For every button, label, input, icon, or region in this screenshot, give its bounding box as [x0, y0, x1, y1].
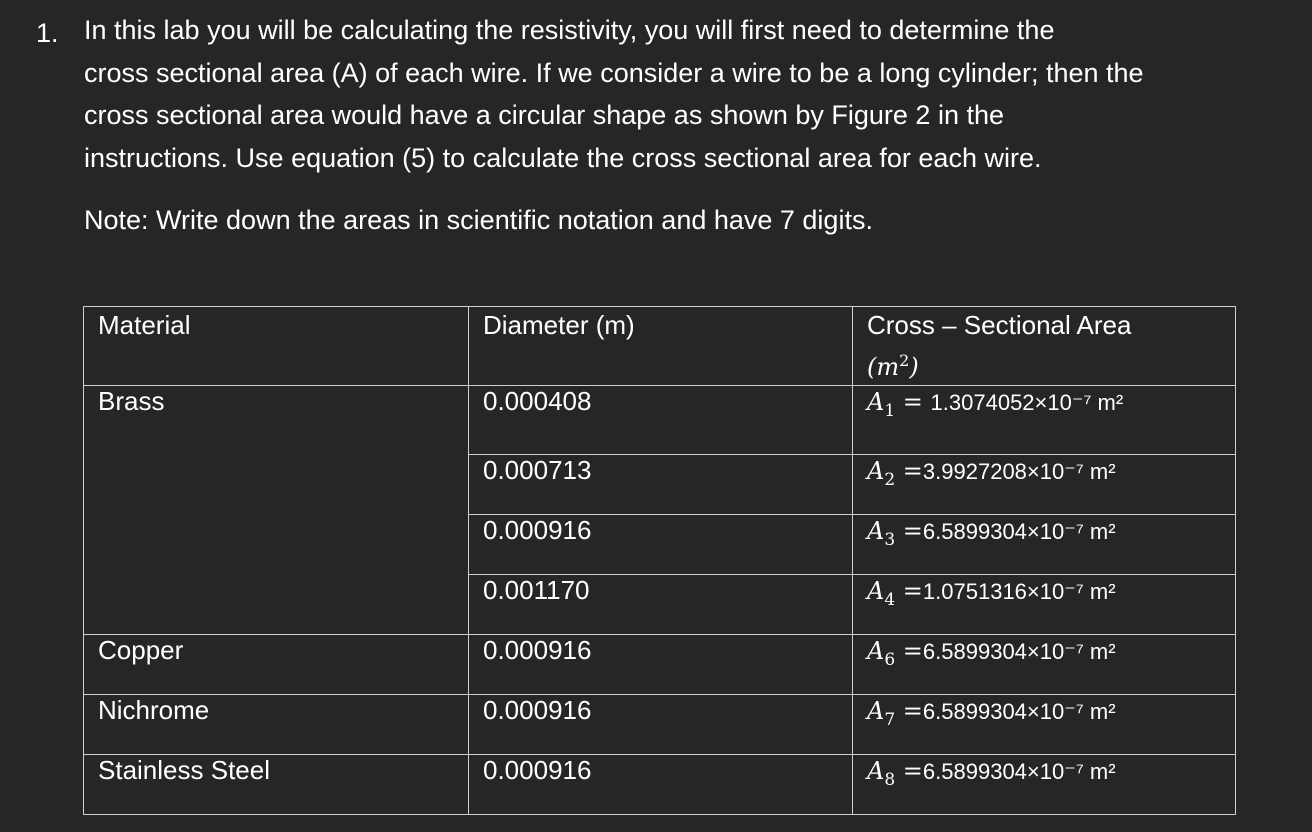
- area-unit-var: (m: [867, 353, 900, 381]
- area-symbol-subscript: 2: [884, 469, 896, 490]
- question-line: cross sectional area would have a circular shape as shown by Figure 2 in the: [84, 100, 1004, 130]
- area-unit-close: ): [909, 353, 919, 381]
- diameter-cell: 0.001170: [469, 575, 853, 635]
- area-symbol-subscript: 4: [884, 589, 896, 610]
- area-cell: [853, 575, 1236, 635]
- area-symbol: [867, 457, 896, 490]
- equals-sign: =: [895, 637, 923, 665]
- header-area-unit: [867, 353, 919, 381]
- area-symbol-subscript: 8: [884, 769, 896, 790]
- equals-sign: =: [895, 577, 923, 605]
- area-cell: [853, 635, 1236, 695]
- area-symbol-letter: A: [867, 757, 885, 785]
- diameter-cell: 0.000408: [469, 386, 853, 455]
- area-symbol-subscript: 1: [884, 400, 896, 421]
- diameter-cell: 0.000916: [469, 695, 853, 755]
- header-area-label: Cross – Sectional Area: [867, 310, 1132, 340]
- material-cell-nichrome: Nichrome: [84, 695, 469, 755]
- area-symbol-letter: A: [867, 457, 885, 485]
- area-value: 1.3074052×10⁻⁷ m²: [930, 390, 1124, 415]
- area-symbol-letter: A: [867, 388, 885, 416]
- area-symbol-subscript: 6: [884, 649, 896, 670]
- area-cell: [853, 386, 1236, 455]
- area-symbol: [867, 388, 896, 421]
- area-symbol-subscript: 7: [884, 709, 896, 730]
- diameter-cell: 0.000713: [469, 455, 853, 515]
- question-line: In this lab you will be calculating the resistivity, you will first need to determine the: [84, 15, 1055, 45]
- diameter-cell: 0.000916: [469, 635, 853, 695]
- material-cell-copper: Copper: [84, 635, 469, 695]
- area-value: 3.9927208×10⁻⁷ m²: [922, 459, 1116, 484]
- equals-sign: =: [895, 457, 923, 485]
- area-symbol-subscript: 3: [884, 529, 896, 550]
- material-cell-stainless-steel: Stainless Steel: [84, 755, 469, 815]
- note-text: Note: Write down the areas in scientific notation and have 7 digits.: [84, 205, 873, 235]
- area-symbol: [867, 637, 896, 670]
- resistivity-table: [83, 306, 1236, 815]
- area-unit-exponent: 2: [899, 351, 910, 370]
- diameter-cell: 0.000916: [469, 755, 853, 815]
- table-row: [84, 755, 1236, 815]
- area-cell: [853, 455, 1236, 515]
- question-text: [84, 9, 1284, 179]
- header-diameter: Diameter (m): [469, 307, 853, 386]
- area-value: 1.0751316×10⁻⁷ m²: [922, 579, 1116, 604]
- table-row: [84, 386, 1236, 455]
- equals-sign: =: [895, 388, 931, 416]
- area-cell: [853, 515, 1236, 575]
- area-symbol: [867, 517, 896, 550]
- equals-sign: =: [895, 517, 923, 545]
- area-symbol-letter: A: [867, 517, 885, 545]
- area-symbol: [867, 577, 896, 610]
- diameter-cell: 0.000916: [469, 515, 853, 575]
- area-value: 6.5899304×10⁻⁷ m²: [922, 639, 1116, 664]
- area-symbol-letter: A: [867, 637, 885, 665]
- question-line: instructions. Use equation (5) to calculate the cross sectional area for each wire.: [84, 142, 1042, 173]
- area-value: 6.5899304×10⁻⁷ m²: [922, 519, 1116, 544]
- question-number: 1.: [36, 18, 59, 48]
- table-row: [84, 635, 1236, 695]
- area-symbol: [867, 757, 896, 790]
- table-row: [84, 695, 1236, 755]
- area-symbol: [867, 697, 896, 730]
- area-symbol-letter: A: [867, 697, 885, 725]
- equals-sign: =: [895, 697, 923, 725]
- header-material: Material: [84, 307, 469, 386]
- header-area: [853, 307, 1236, 386]
- area-value: 6.5899304×10⁻⁷ m²: [922, 759, 1116, 784]
- area-symbol-letter: A: [867, 577, 885, 605]
- question-line: cross sectional area (A) of each wire. If we consider a wire to be a long cylinder; then the: [84, 57, 1144, 88]
- table-header-row: [84, 307, 1236, 386]
- material-cell-brass: Brass: [84, 386, 469, 635]
- area-cell: [853, 695, 1236, 755]
- equals-sign: =: [895, 757, 923, 785]
- area-cell: [853, 755, 1236, 815]
- area-value: 6.5899304×10⁻⁷ m²: [922, 699, 1116, 724]
